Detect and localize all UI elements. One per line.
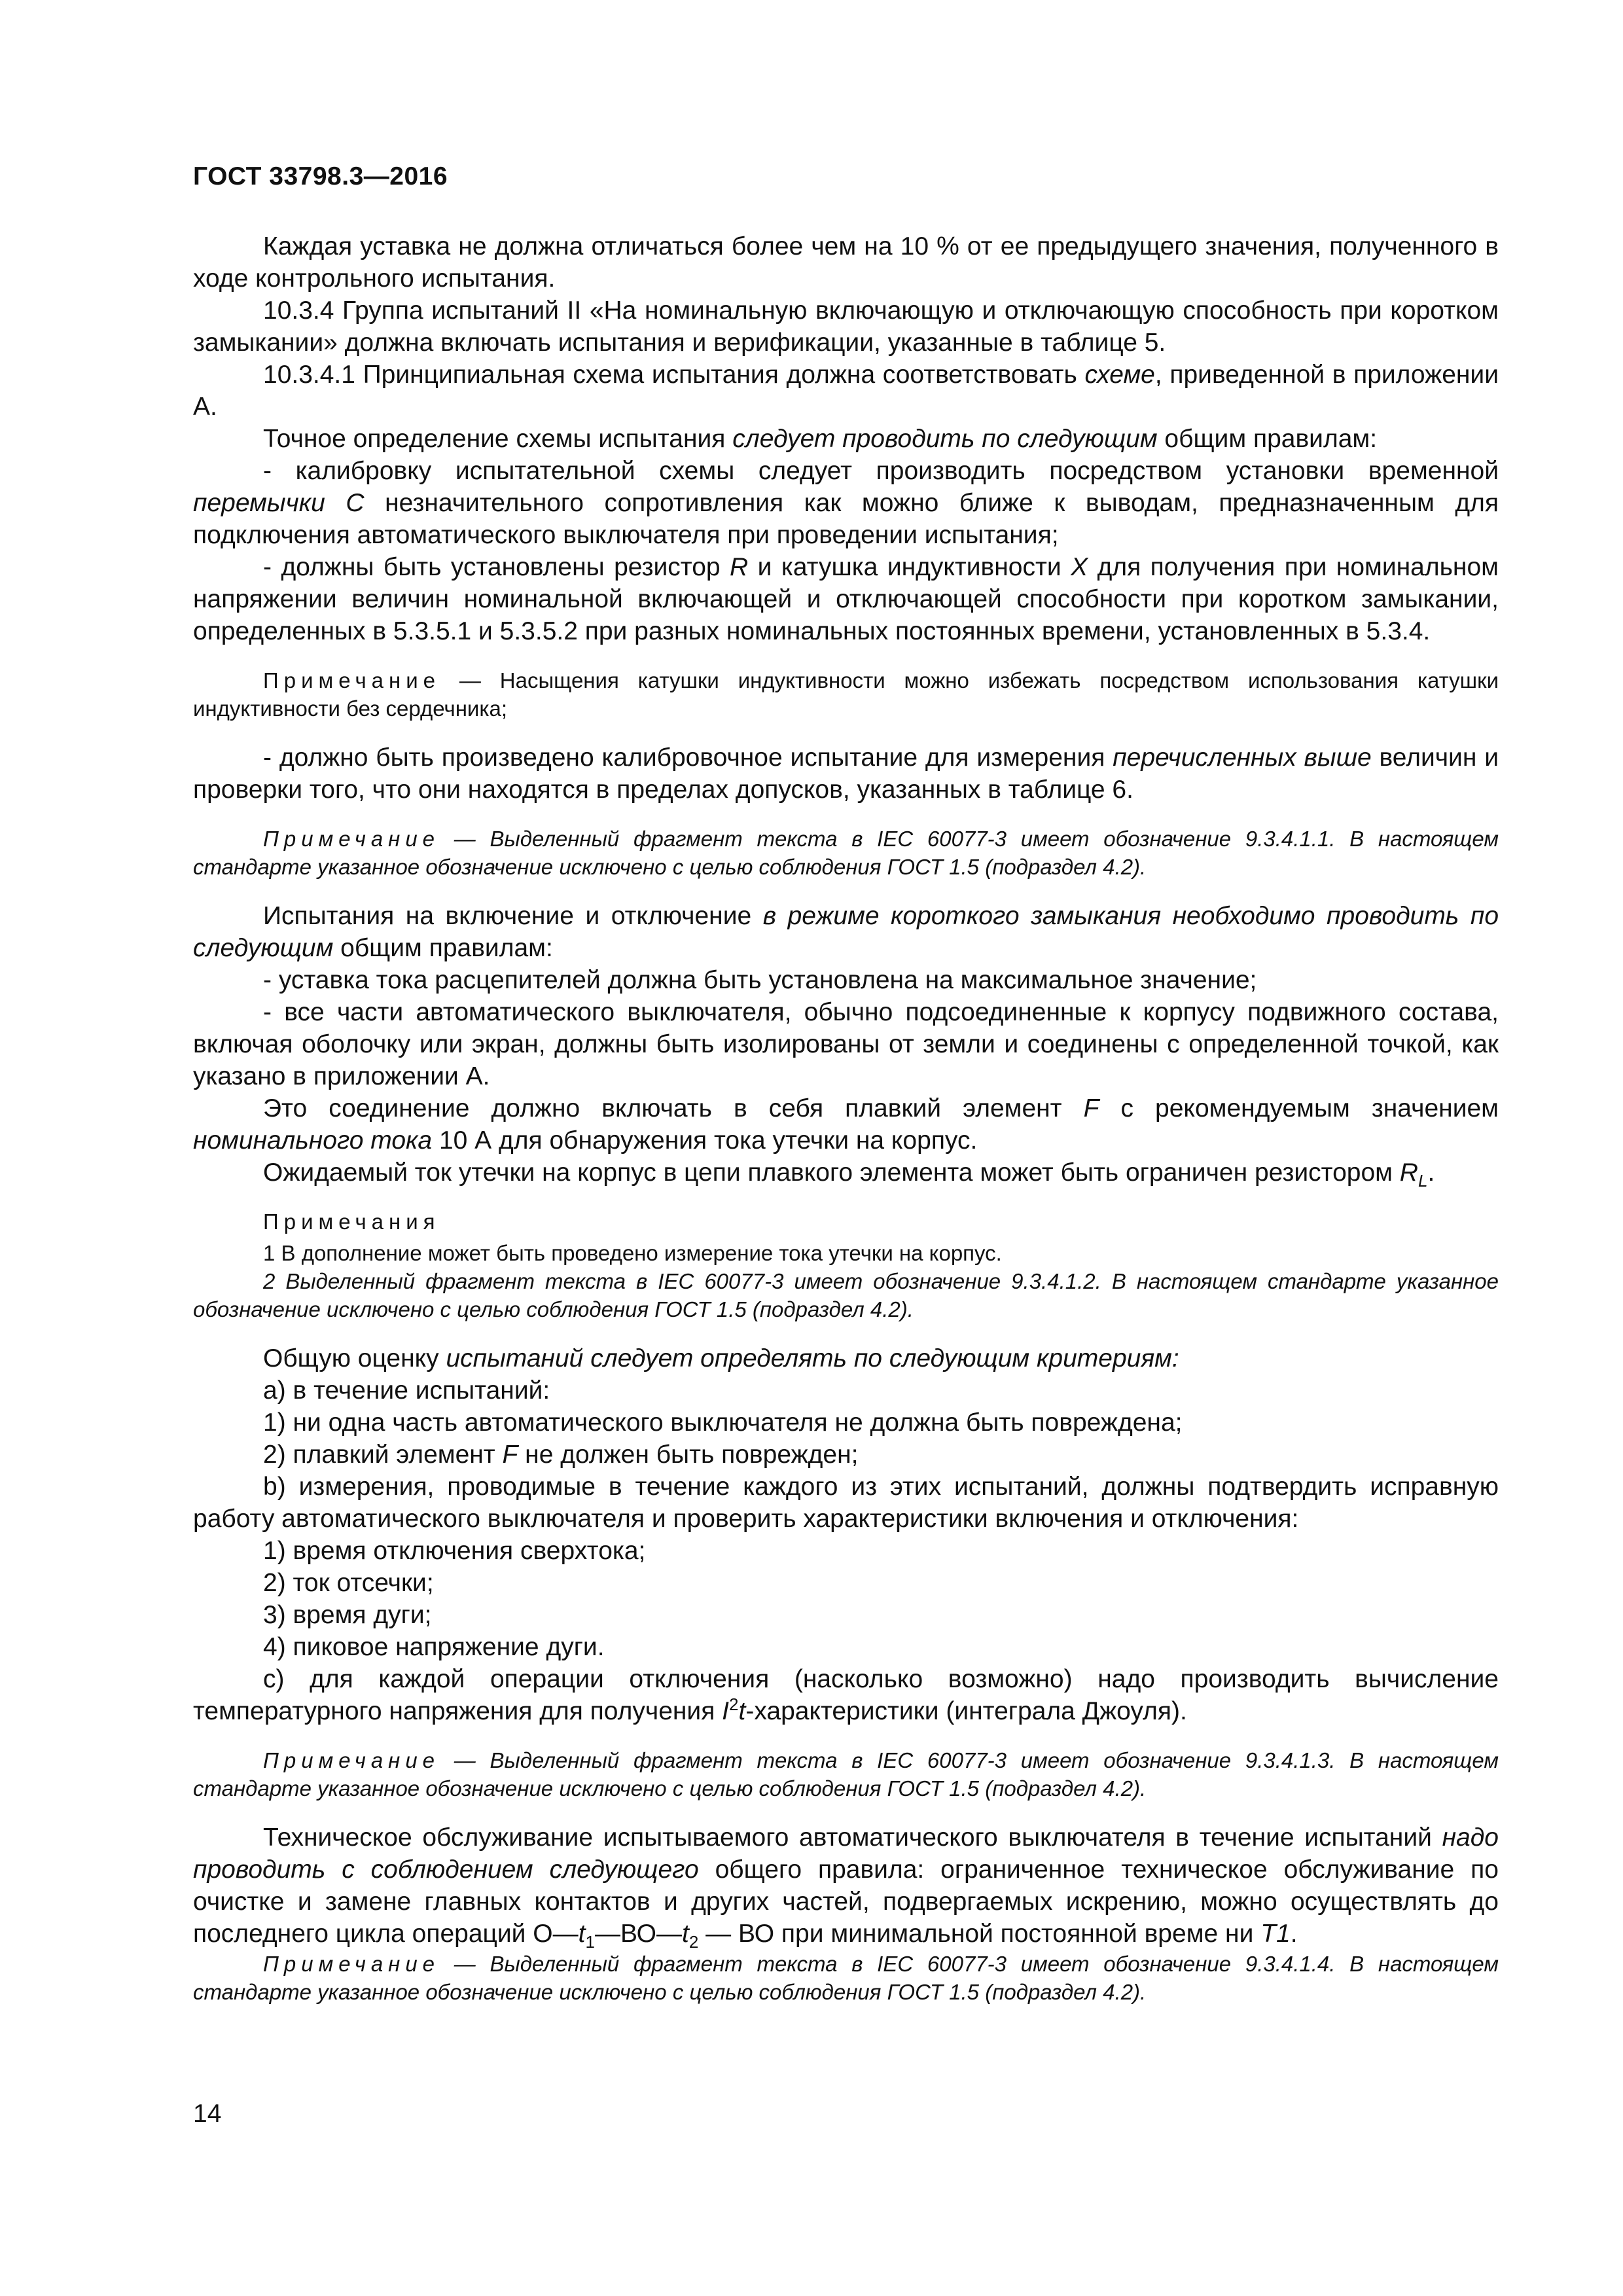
list-item: 2) ток отсечки; <box>263 1569 434 1597</box>
paragraph: 10.3.4 Группа испытаний II «На номинальную включающую и отключающую способность при коротком замыкании» должна включать испытания и верификации, указанные в таблице 5. <box>193 296 1499 357</box>
note: 2 Выделенный фрагмент текста в IEC 60077-3 имеет обозначение 9.3.4.1.2. В настоящем стандарте указанное обозначение исключено с целью соблюдения ГОСТ 1.5 (подраздел 4.2). <box>193 1269 1499 1321</box>
document-body <box>193 230 1499 2025</box>
paragraph: Точное определение схемы испытания следует проводить по следующим общим правилам: <box>263 425 1378 453</box>
paragraph: - уставка тока расцепителей должна быть установлена на максимальное значение; <box>263 966 1257 994</box>
paragraph: Техническое обслуживание испытываемого автоматического выключателя в течение испытаний надо проводить с соблюдением следующего общего правила: ограниченное техническое обслуживание по очистке и замене главных контактов и других частей, подвергаемых искрению, можно осуществлять до последнего цикла операций $О—t_1—ВО—t_2$ — ВО при минимальной постоянной време ни T1. <box>193 1823 1499 1952</box>
note: Примечание — Насыщения катушки индуктивности можно избежать посредством использования катушки индуктивности без сердечника; <box>193 668 1499 721</box>
note: 1 В дополнение может быть проведено измерение тока утечки на корпус. <box>263 1241 1002 1265</box>
list-item: b) измерения, проводимые в течение каждого из этих испытаний, должны подтвердить исправную работу автоматического выключателя и проверить характеристики включения и отключения: <box>193 1473 1499 1533</box>
notes-heading: Примечания <box>263 1210 440 1234</box>
list-item: 1) ни одна часть автоматического выключателя не должна быть повреждена; <box>263 1408 1183 1437</box>
list-item: 3) время дуги; <box>263 1601 432 1629</box>
list-item: с) для каждой операции отключения (насколько возможно) надо производить вычисление температурного напряжения для получения $I^2t$-характеристики (интеграла Джоуля). <box>193 1665 1499 1725</box>
paragraph: Испытания на включение и отключение в режиме короткого замыкания необходимо проводить по следующим общим правилам: <box>193 902 1499 962</box>
list-item: а) в течение испытаний: <box>263 1376 550 1405</box>
page-number: 14 <box>193 2100 222 2128</box>
list-item: 2) плавкий элемент F не должен быть поврежден; <box>263 1441 859 1469</box>
paragraph: Каждая уставка не должна отличаться более чем на 10 % от ее предыдущего значения, полученного в ходе контрольного испытания. <box>193 232 1499 293</box>
paragraph: - должно быть произведено калибровочное испытание для измерения перечисленных выше величин и проверки того, что они находятся в пределах допусков, указанных в таблице 6. <box>193 744 1499 804</box>
paragraph: 10.3.4.1 Принципиальная схема испытания должна соответствовать схеме, приведенной в приложении А. <box>193 361 1499 421</box>
note: Примечание — Выделенный фрагмент текста в IEC 60077-3 имеет обозначение 9.3.4.1.1. В настоящем стандарте указанное обозначение исключено с целью соблюдения ГОСТ 1.5 (подраздел 4.2). <box>193 827 1499 879</box>
paragraph: Ожидаемый ток утечки на корпус в цепи плавкого элемента может быть ограничен резистором $R_L$. <box>263 1158 1435 1191</box>
paragraph: - должны быть установлены резистор R и катушка индуктивности X для получения при номинальном напряжении величин номинальной включающей и отключающей способности при коротком замыкании, определенных в 5.3.5.1 и 5.3.5.2 при разных номинальных постоянных времени, установленных в 5.3.4. <box>193 553 1499 645</box>
paragraph: - все части автоматического выключателя, обычно подсоединенные к корпусу подвижного состава, включая оболочку или экран, должны быть изолированы от земли и соединены с определенной точкой, как указано в приложении А. <box>193 998 1499 1090</box>
note: Примечание — Выделенный фрагмент текста в IEC 60077-3 имеет обозначение 9.3.4.1.3. В настоящем стандарте указанное обозначение исключено с целью соблюдения ГОСТ 1.5 (подраздел 4.2). <box>193 1748 1499 1801</box>
paragraph: - калибровку испытательной схемы следует производить посредством установки временной перемычки С незначительного сопротивления как можно ближе к выводам, предназначенным для подключения автоматического выключателя при проведении испытания; <box>193 457 1499 549</box>
paragraph: Это соединение должно включать в себя плавкий элемент F с рекомендуемым значением номинального тока 10 А для обнаружения тока утечки на корпус. <box>193 1094 1499 1155</box>
list-item: 4) пиковое напряжение дуги. <box>263 1633 605 1661</box>
list-item: 1) время отключения сверхтока; <box>263 1537 646 1565</box>
document-header: ГОСТ 33798.3—2016 <box>193 162 448 190</box>
paragraph: Общую оценку испытаний следует определять по следующим критериям: <box>263 1344 1179 1372</box>
note: Примечание — Выделенный фрагмент текста в IEC 60077-3 имеет обозначение 9.3.4.1.4. В настоящем стандарте указанное обозначение исключено с целью соблюдения ГОСТ 1.5 (подраздел 4.2). <box>193 1952 1499 2004</box>
